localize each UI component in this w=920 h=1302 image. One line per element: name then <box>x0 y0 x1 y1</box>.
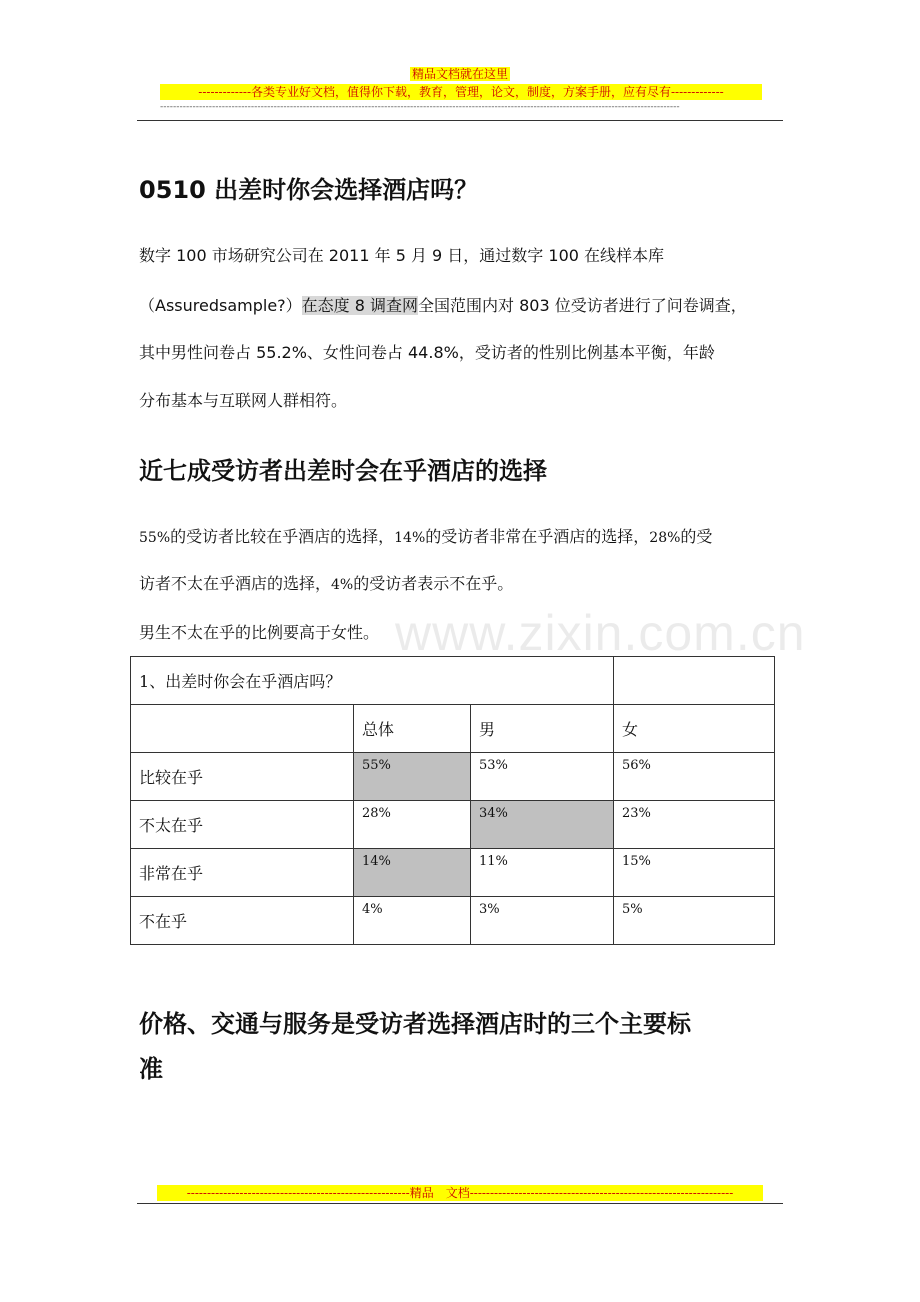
intro-sample-name: （Assuredsample?） <box>139 296 302 315</box>
stat-28: 28% <box>649 530 681 546</box>
intro-line-2-rest: 全国范围内对 803 位受访者进行了问卷调查， <box>418 296 747 315</box>
table-question-cell <box>131 657 614 705</box>
table-header-cell: 女 <box>614 705 775 753</box>
row-label: 非常在乎 <box>131 849 354 897</box>
stat-14: 14% <box>394 530 426 546</box>
stat-4: 4% <box>331 577 354 593</box>
stat-4-text: 的受访者表示不在乎。 <box>353 574 514 593</box>
watermark: www.zixin.com.cn <box>395 605 806 661</box>
section-heading-2-line-1: 价格、交通与服务是受访者选择酒店时的三个主要标 <box>139 1010 691 1038</box>
table-cell: 55% <box>354 753 471 801</box>
table-cell: 5% <box>614 897 775 945</box>
intro-line-4: 分布基本与互联网人群相符。 <box>139 391 348 410</box>
intro-line-2 <box>139 281 747 331</box>
table-header-row <box>131 705 775 753</box>
stat-28-text: 的受 <box>680 527 713 546</box>
table-row <box>131 849 775 897</box>
header-banner: -------------各类专业好文档，值得你下载，教育，管理，论文，制度，方案手册，应有尽有------------- <box>160 84 762 100</box>
intro-line-3: 其中男性问卷占 55.2%、女性问卷占 44.8%，受访者的性别比例基本平衡，年龄 <box>139 343 715 362</box>
table-empty-cell <box>614 657 775 705</box>
footer-rule <box>137 1203 783 1204</box>
row-label: 不在乎 <box>131 897 354 945</box>
row-label: 不太在乎 <box>131 801 354 849</box>
table-question-row <box>131 657 775 705</box>
table-header-cell <box>131 705 354 753</box>
question-text: 、出差时你会在乎酒店吗？ <box>149 672 342 691</box>
section-heading-1: 近七成受访者出差时会在乎酒店的选择 <box>139 457 547 485</box>
section1-line-2-text: 访者不太在乎酒店的选择， <box>139 574 332 593</box>
table-row <box>131 753 775 801</box>
section1-line-3: 男生不太在乎的比例要高于女性。 <box>139 623 380 642</box>
table-cell: 4% <box>354 897 471 945</box>
intro-survey-site: 在态度 8 调查网 <box>301 296 419 315</box>
table-cell: 56% <box>614 753 775 801</box>
table-cell: 53% <box>471 753 614 801</box>
header-title: 精品文档就在这里 <box>411 67 508 81</box>
stat-55: 55% <box>139 530 171 546</box>
table-cell: 3% <box>471 897 614 945</box>
question-number: 1 <box>139 672 150 691</box>
footer-banner: -------------------------------------------------------精品 文档----------------------------------------------------------------- <box>157 1185 763 1201</box>
table-cell: 23% <box>614 801 775 849</box>
table-cell: 34% <box>471 801 614 849</box>
table-row <box>131 801 775 849</box>
header-dashes: ---------------------------------------------------------------------------------------------------------------------------------------------------------------- <box>160 102 680 112</box>
table-cell: 15% <box>614 849 775 897</box>
survey-table <box>130 656 775 945</box>
section1-line-1 <box>139 512 712 563</box>
table-cell: 11% <box>471 849 614 897</box>
section-heading-2-line-2: 准 <box>139 1055 163 1083</box>
table-header-cell: 男 <box>471 705 614 753</box>
section1-line-2 <box>139 559 513 610</box>
stat-55-text: 的受访者比较在乎酒店的选择， <box>170 527 395 546</box>
table-row <box>131 897 775 945</box>
table-cell: 14% <box>354 849 471 897</box>
intro-line-1: 数字 100 市场研究公司在 2011 年 5 月 9 日，通过数字 100 在线样本库 <box>139 246 665 265</box>
stat-14-text: 的受访者非常在乎酒店的选择， <box>425 527 650 546</box>
row-label: 比较在乎 <box>131 753 354 801</box>
document-title: 0510 出差时你会选择酒店吗？ <box>139 176 479 204</box>
table-header-cell: 总体 <box>354 705 471 753</box>
table-cell: 28% <box>354 801 471 849</box>
header-title-wrap <box>0 66 920 82</box>
header-rule <box>137 120 783 121</box>
